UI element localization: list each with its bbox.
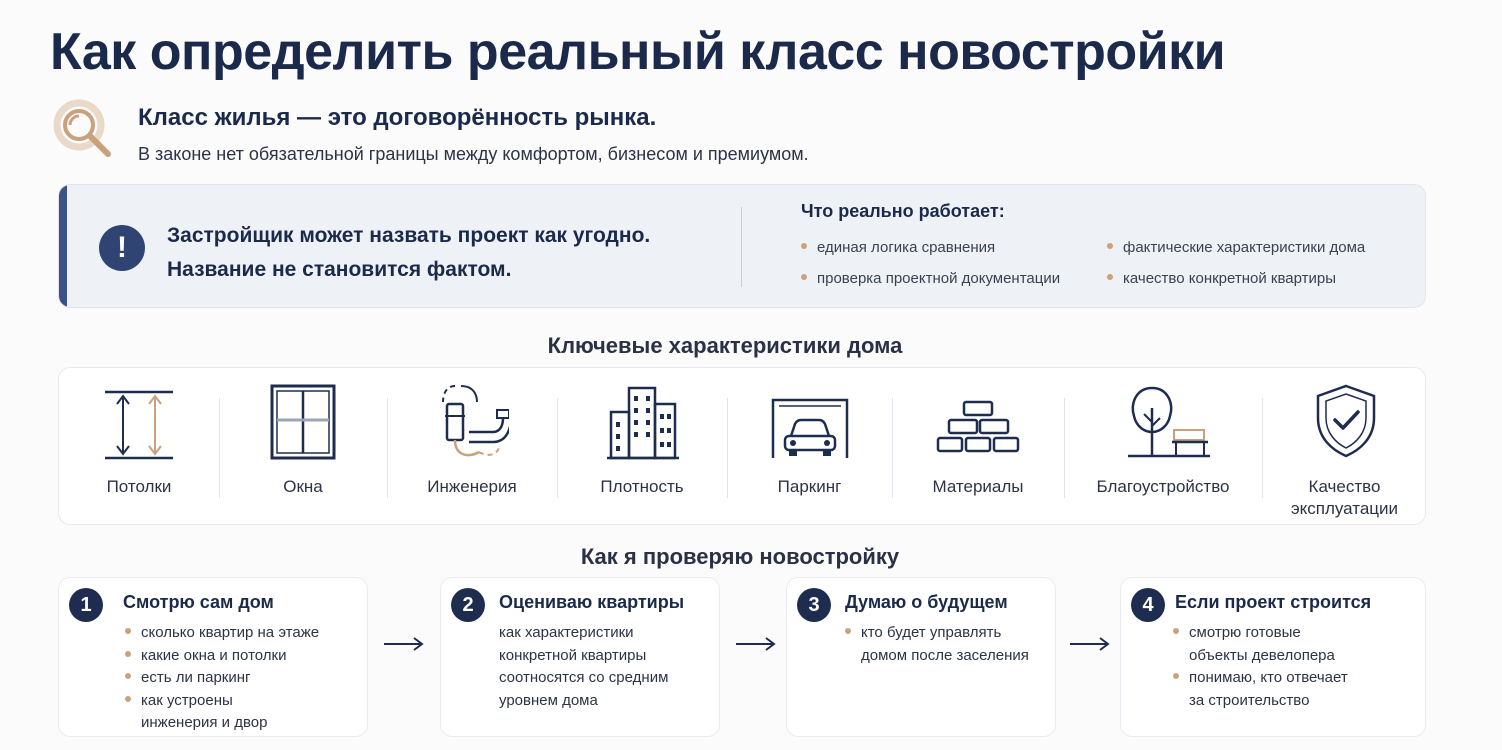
step-title: Смотрю сам дом xyxy=(123,592,274,612)
list-item: как характеристики xyxy=(499,624,634,641)
feature-density xyxy=(557,368,727,526)
step-bullet-text: как устроены xyxy=(141,691,233,709)
notice-divider xyxy=(741,207,742,287)
step-card-3 xyxy=(786,577,1056,737)
bricks-icon xyxy=(936,382,1020,462)
magnifier-icon xyxy=(52,98,114,160)
feature-label-line-1: Качество xyxy=(1308,477,1381,496)
feature-windows xyxy=(219,368,387,526)
notice-line-2: Название не становится фактом. xyxy=(167,258,512,281)
feature-ceilings xyxy=(59,368,219,526)
list-item-continuation: за строительство xyxy=(1189,691,1310,709)
feature-landscaping xyxy=(1064,368,1262,526)
works-item xyxy=(1107,239,1365,256)
feature-label xyxy=(1262,476,1427,520)
pipes-icon xyxy=(439,382,509,464)
bullet-dot xyxy=(1173,628,1179,634)
step-bullets xyxy=(1173,622,1348,712)
feature-label: Потолки xyxy=(106,477,172,496)
arrow-right-icon xyxy=(384,636,424,652)
list-item-continuation: домом после заселения xyxy=(861,646,1029,664)
step-card-1 xyxy=(58,577,368,737)
tree-bench-icon xyxy=(1126,382,1212,462)
list-item xyxy=(125,622,319,645)
list-item xyxy=(125,645,319,668)
feature-label-line-2: эксплуатации xyxy=(1290,499,1399,518)
steps-title: Как я проверяю новостройку xyxy=(580,544,900,569)
notice-panel xyxy=(58,184,1426,308)
works-item-label: единая логика сравнения xyxy=(817,239,996,256)
list-item: соотносятся со средним xyxy=(499,669,669,686)
bullet-dot xyxy=(1173,673,1179,679)
step-number: 1 xyxy=(69,588,103,622)
notice-text xyxy=(167,219,650,287)
step-number: 2 xyxy=(451,588,485,622)
step-bullets xyxy=(125,622,319,735)
step-bullet-text: сколько квартир на этаже xyxy=(141,624,320,641)
window-icon xyxy=(270,382,336,460)
bullet-dot xyxy=(125,696,131,702)
features-panel xyxy=(58,367,1426,525)
step-title: Оцениваю квартиры xyxy=(499,592,685,612)
step-bullets xyxy=(845,622,1029,667)
works-item xyxy=(801,270,1060,287)
shield-check-icon xyxy=(1314,382,1378,460)
works-item-label: качество конкретной квартиры xyxy=(1123,270,1336,287)
intro-heading: Класс жилья — это договорённость рынка. xyxy=(138,104,657,131)
step-card-2 xyxy=(440,577,720,737)
step-card-4 xyxy=(1120,577,1426,737)
step-title: Если проект строится xyxy=(1175,592,1372,612)
step-number: 3 xyxy=(797,588,831,622)
intro-subtext: В законе нет обязательной границы между комфортом, бизнесом и премиумом. xyxy=(138,144,809,164)
list-item xyxy=(125,667,319,690)
bullet-dot xyxy=(1107,274,1113,280)
list-item-continuation: инженерия и двор xyxy=(141,714,268,731)
list-item xyxy=(125,690,319,713)
feature-label: Инженерия xyxy=(427,477,517,496)
parking-car-icon xyxy=(771,382,849,462)
bullet-dot xyxy=(801,243,807,249)
page-title: Как определить реальный класс новостройки xyxy=(50,23,1226,81)
feature-label: Окна xyxy=(283,477,323,496)
arrow-right-icon xyxy=(736,636,776,652)
step-bullet-text: смотрю готовые xyxy=(1189,624,1301,641)
feature-label: Материалы xyxy=(932,477,1024,496)
list-item: конкретной квартиры xyxy=(499,646,647,664)
list-item xyxy=(845,622,1029,645)
arrow-right-icon xyxy=(1070,636,1110,652)
bullet-dot xyxy=(125,673,131,679)
list-item-continuation: объекты девелопера xyxy=(1189,646,1335,664)
works-item-label: проверка проектной документации xyxy=(817,270,1061,287)
step-lines xyxy=(499,622,668,712)
feature-label: Благоустройство xyxy=(1096,477,1230,496)
list-item xyxy=(1173,667,1348,690)
bullet-dot xyxy=(1107,243,1113,249)
works-title: Что реально работает: xyxy=(801,201,1005,221)
bullet-dot xyxy=(125,628,131,634)
feature-engineering xyxy=(387,368,557,526)
works-item-label: фактические характеристики дома xyxy=(1123,239,1366,256)
bullet-dot xyxy=(845,628,851,634)
ceiling-height-icon xyxy=(103,382,175,462)
buildings-icon xyxy=(607,382,679,462)
step-bullet-text: есть ли паркинг xyxy=(141,669,251,686)
works-item xyxy=(801,239,995,256)
notice-line-1: Застройщик может назвать проект как угодно. xyxy=(167,224,651,247)
step-bullet-text: понимаю, кто отвечает xyxy=(1189,669,1348,686)
step-bullet-text: какие окна и потолки xyxy=(141,646,287,664)
feature-parking xyxy=(727,368,892,526)
step-number: 4 xyxy=(1131,588,1165,622)
list-item xyxy=(1173,622,1348,645)
feature-label: Плотность xyxy=(600,477,684,496)
feature-materials xyxy=(892,368,1064,526)
exclamation-icon: ! xyxy=(99,225,145,271)
bullet-dot xyxy=(125,651,131,657)
feature-maintenance-quality xyxy=(1262,368,1427,526)
feature-label: Паркинг xyxy=(777,477,842,496)
step-bullet-text: кто будет управлять xyxy=(861,624,1002,641)
bullet-dot xyxy=(801,274,807,280)
works-item xyxy=(1107,270,1336,287)
features-title: Ключевые характеристики дома xyxy=(547,333,903,358)
list-item: уровнем дома xyxy=(499,691,598,709)
step-title: Думаю о будущем xyxy=(845,592,1008,612)
